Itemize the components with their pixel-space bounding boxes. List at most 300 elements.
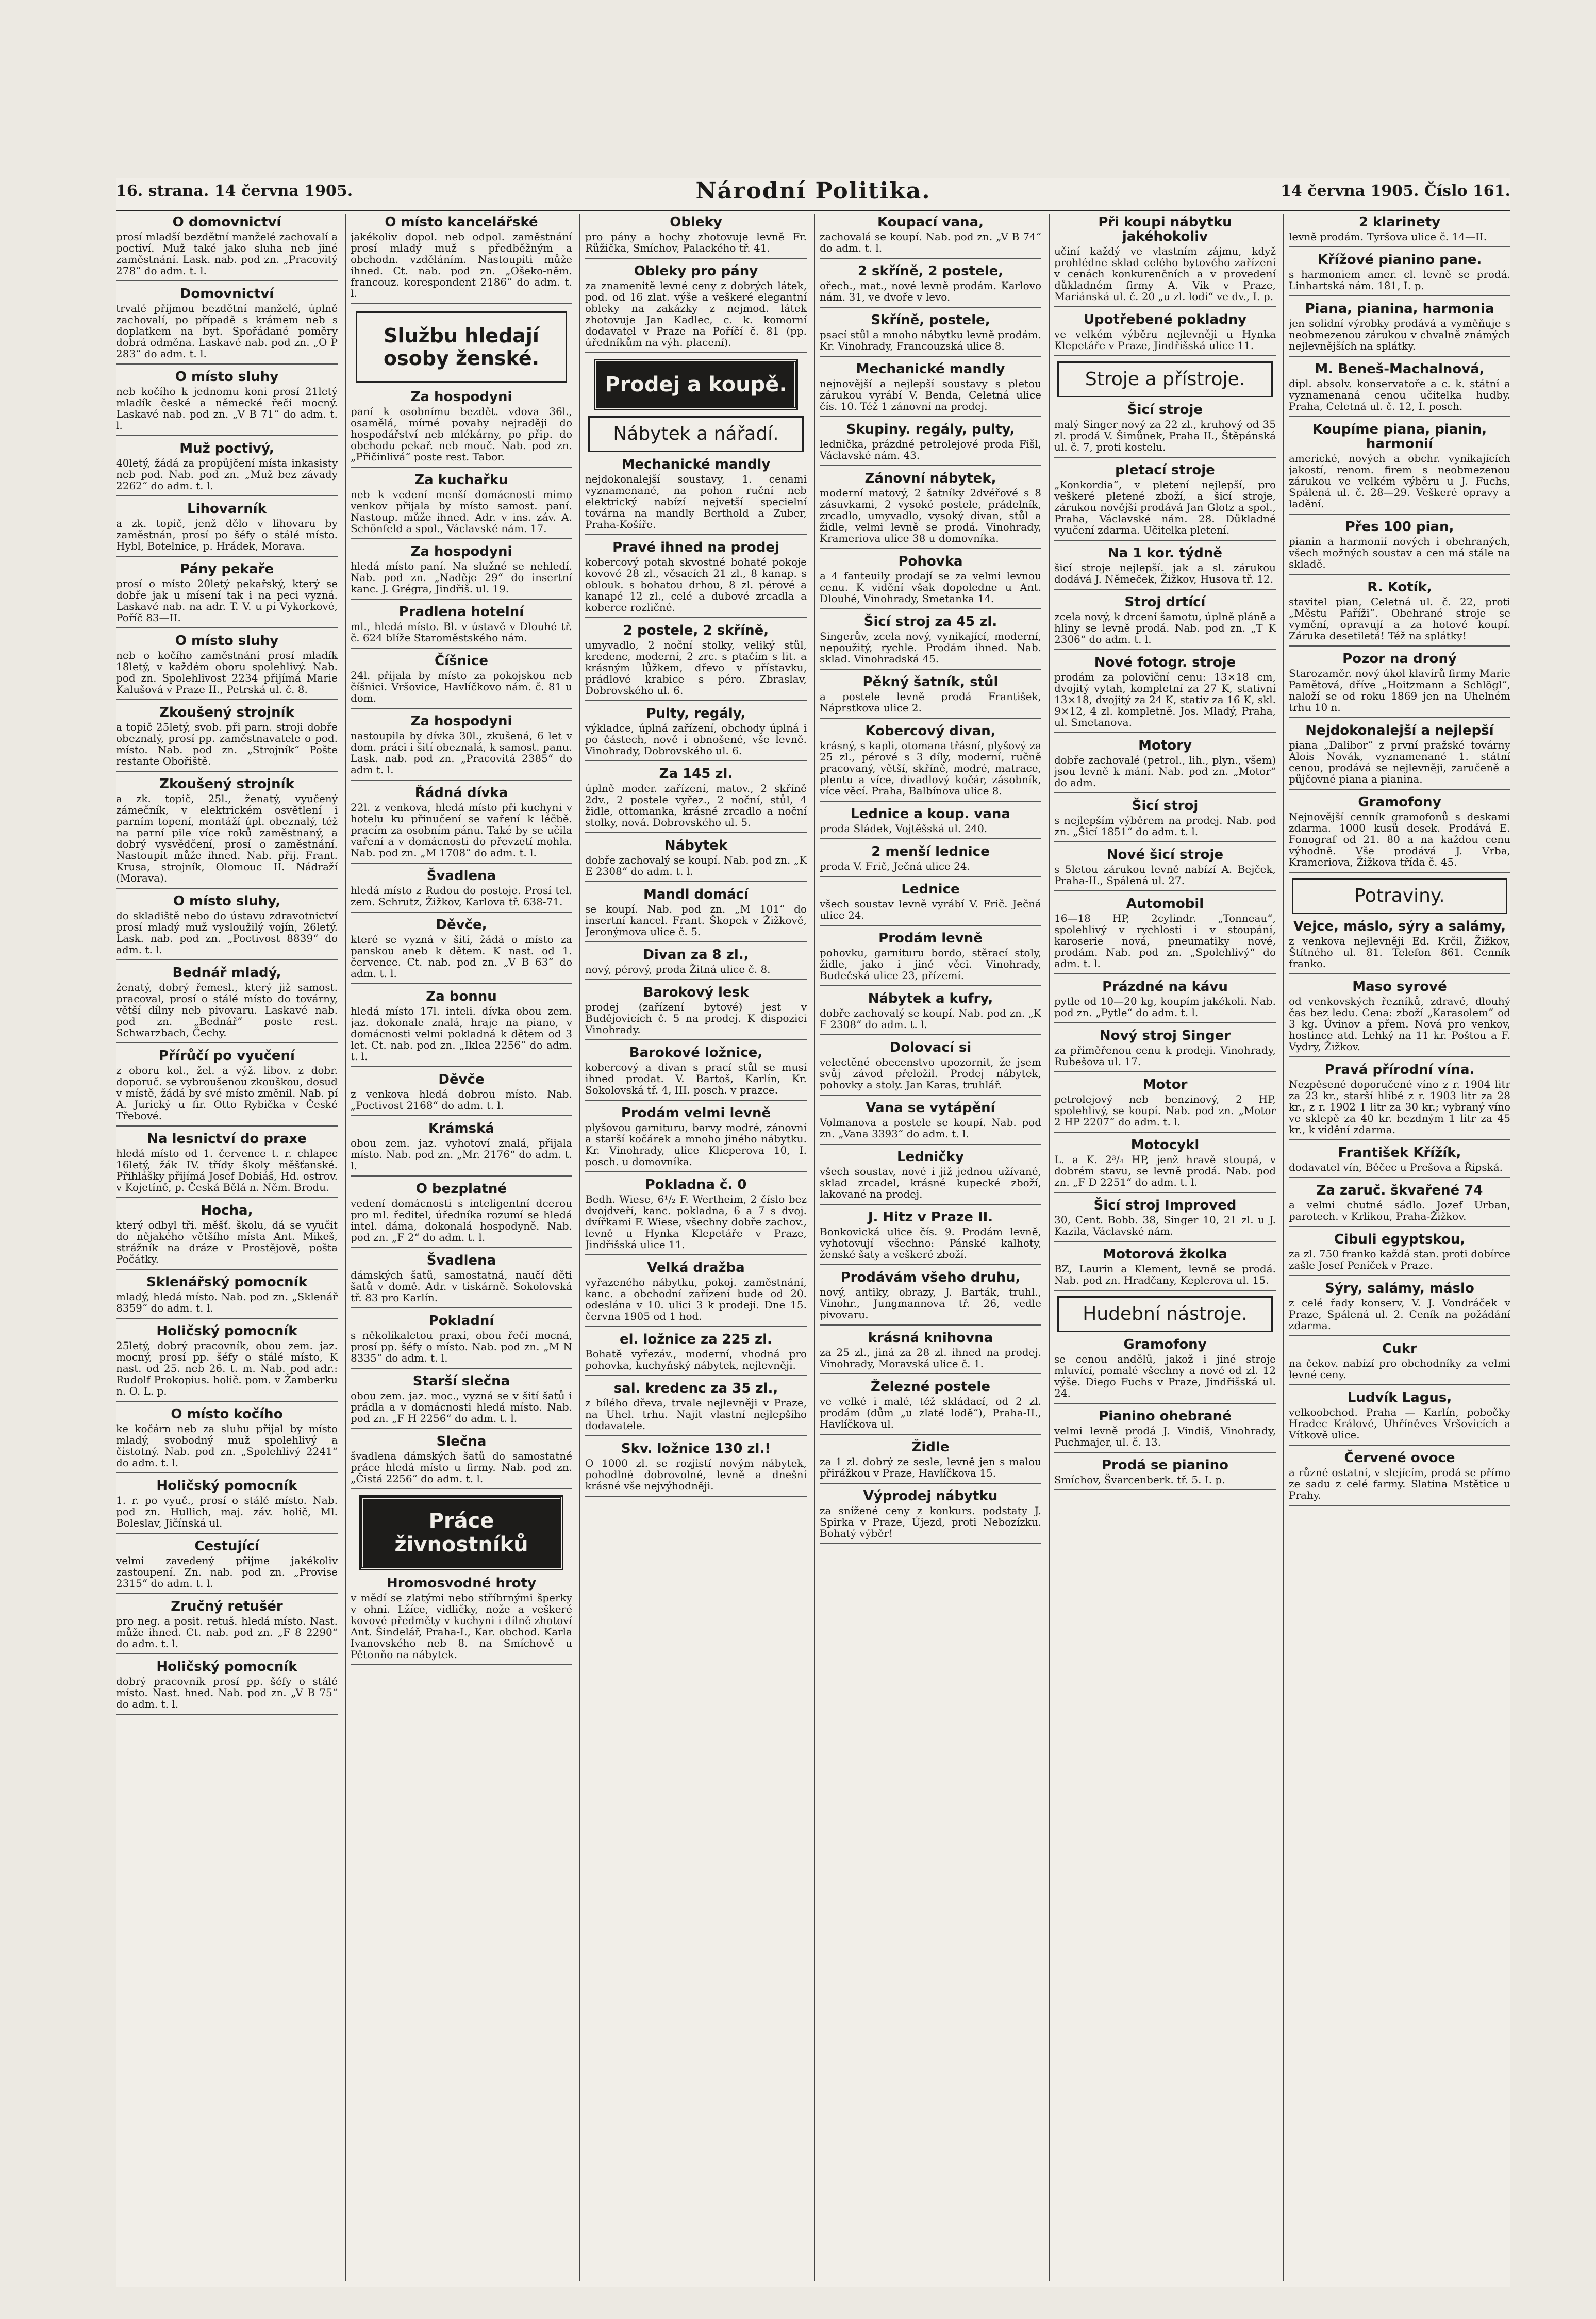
ad-heading: Pradlena hotelní — [398, 604, 524, 620]
classified-ad — [1054, 1458, 1276, 1490]
classified-ad — [351, 786, 572, 864]
header-issue-number: 14 června 1905. Číslo 161. — [1281, 182, 1510, 200]
ad-heading: Děvče — [438, 1072, 485, 1087]
classified-ad — [1054, 1337, 1276, 1404]
ad-heading: Prodám velmi levně — [621, 1105, 771, 1121]
ad-heading: Červené ovoce — [1344, 1450, 1455, 1466]
ad-text: 30, Cent. Bobb. 38, Singer 10, 21 zl. u J. Kazila, Václavské nám. — [1054, 1214, 1276, 1237]
ad-heading: Šicí stroje — [1127, 402, 1203, 418]
classified-ad — [116, 1660, 338, 1715]
ad-text: dodavatel vín, Běčec u Prešova a Řipská. — [1289, 1161, 1503, 1173]
ad-heading: Nové šicí stroje — [1106, 847, 1224, 863]
classified-ad — [116, 215, 338, 281]
ad-text: nový, antiky, obrazy, J. Barták, truhl., Vinohr., Jungmannova tř. 26, vedle pivovaru. — [820, 1286, 1041, 1321]
ad-heading: Pulty, regály, — [646, 706, 746, 721]
ad-heading: Přes 100 pian, — [1345, 519, 1454, 535]
ad-text: zachovalá se koupí. Nab. pod zn. „V B 74“ do adm. t. l. — [820, 230, 1041, 254]
ad-heading: Cestující — [194, 1538, 259, 1554]
ad-text: kobercový potah skvostné bohaté pokoje kovové 28 zl., věsacích 21 zl., 8 kanap. s oblouk. s bohatou drhou, 8 zl. pérové a kanapé 12 zl., celé a dubové zrcadla a koberce rozličné. — [585, 556, 807, 614]
ad-text: neb kočího k jednomu koni prosí 21letý mladík české a německé řeči mocný. Laskavé nab. pod zn. „V B 71“ do adm. t. l. — [116, 385, 338, 432]
ad-heading: Za kuchařku — [414, 472, 508, 488]
ad-heading: Cukr — [1382, 1341, 1417, 1356]
classified-ad — [116, 894, 338, 960]
classified-ad — [820, 1380, 1041, 1435]
classified-ad — [820, 1489, 1041, 1544]
ad-heading: Pozor na droný — [1342, 651, 1457, 667]
classified-ad — [820, 554, 1041, 609]
ad-heading: Pokladna č. 0 — [645, 1177, 747, 1192]
classified-ad — [1289, 980, 1510, 1057]
ad-heading: O domovnictví — [172, 214, 281, 230]
ad-text: Singerův, zcela nový, vynikající, moderní, nepoužitý, rychle. Prodám ihned. Nab. sklad. Vinohradská 45. — [820, 630, 1041, 665]
ad-text: za přiměřenou cenu k prodeji. Vinohrady, Rubešova ul. 17. — [1054, 1044, 1276, 1068]
ad-text: nový, pérový, proda Žitná ulice č. 8. — [585, 963, 771, 975]
ad-text: za zl. 750 franko každá stan. proti dobírce zašle Josef Peníček v Praze. — [1289, 1248, 1510, 1271]
ad-heading: Pravé ihned na prodej — [612, 540, 779, 555]
ad-heading: Mandl domácí — [643, 887, 749, 902]
newspaper-title: Národní Politika. — [695, 178, 931, 204]
classified-ad — [1289, 215, 1510, 247]
ad-text: ml., hledá místo. Bl. v ústavě v Dlouhé tř. č. 624 blíže Staroměstského nám. — [351, 620, 572, 644]
ad-column-5 — [1054, 214, 1276, 2281]
ad-text: velkoobchod. Praha — Karlín, pobočky Hradec Králové, Uhříněves Vršovicích a Vítkově ulice. — [1289, 1406, 1510, 1441]
ad-text: proda V. Frič, Ječná ulice 24. — [820, 860, 970, 872]
classified-ad — [820, 264, 1041, 308]
ad-text: ve velkém výběru nejlevněji u Hynka Klepetáře v Praze, Jindřišská ulice 11. — [1054, 328, 1276, 352]
ad-heading: Nábytek — [664, 838, 728, 853]
section-heading: Hudební nástroje. — [1057, 1296, 1273, 1332]
ad-heading: Koupíme piana, pianin, harmonií — [1312, 422, 1487, 452]
classified-ad — [351, 1576, 572, 1665]
ad-heading: Na lesnictví do praxe — [147, 1131, 307, 1147]
section-heading: Potraviny. — [1292, 878, 1507, 914]
ad-heading: O místo kancelářské — [385, 214, 538, 230]
classified-ad — [1054, 655, 1276, 733]
ad-text: do skladiště nebo do ústavu zdravotnictví prosí mladý muž vysloužilý vojín, 26letý. Lask. nab. pod zn. „Poctivost 8839“ do adm. t. l. — [116, 909, 338, 956]
classified-ad — [820, 215, 1041, 259]
classified-ad — [116, 1324, 338, 1402]
classified-ad — [585, 838, 807, 882]
ad-text: obou zem. jaz. vyhotoví znalá, přijala místo. Nab. pod zn. „Mr. 2176“ do adm. t. l. — [351, 1137, 572, 1172]
classified-ad — [1054, 546, 1276, 590]
ad-text: kobercový a divan s prací stůl se musí ihned prodat. V. Bartoš, Karlín, Kr. Sokolovská tř. 4, III. posch. v prazce. — [585, 1061, 807, 1096]
ad-column-4 — [820, 214, 1041, 2281]
ad-text: všech soustav levně vyrábí V. Frič. Ječná ulice 24. — [820, 898, 1041, 921]
ad-heading: O místo sluhy — [175, 633, 279, 649]
classified-ad — [585, 1261, 807, 1327]
ad-heading: Obleky — [670, 214, 722, 230]
classified-ad — [116, 441, 338, 496]
ad-text: dobře zachovalé (petrol., lih., plyn., všem) jsou levně k mání. Nab. pod zn. „Motor“ do adm. — [1054, 754, 1276, 789]
classified-ad — [1289, 302, 1510, 357]
ad-heading: Upotřebené pokladny — [1083, 312, 1247, 327]
classified-ad — [820, 724, 1041, 802]
ad-text: proda Sládek, Vojtěšská ul. 240. — [820, 822, 988, 835]
classified-ad — [1289, 652, 1510, 718]
ad-text: za 25 zl., jiná za 28 zl. ihned na prodej. Vinohrady, Moravská ulice č. 1. — [820, 1346, 1041, 1370]
classified-ad — [1289, 1146, 1510, 1178]
classified-ad — [1054, 312, 1276, 356]
ad-heading: Gramofony — [1358, 794, 1441, 810]
classified-ad — [116, 1049, 338, 1127]
ad-heading: Zkoušený strojník — [159, 705, 294, 720]
ad-text: které se vyzná v šití, žádá o místo za panskou aneb k dětem. K nast. od 1. července. Ct. nab. pod zn. „V B 63“ do adm. t. l. — [351, 933, 572, 980]
ad-heading: Přírůčí po vyučení — [159, 1048, 295, 1064]
ad-heading: Muž poctivý, — [179, 441, 274, 456]
ad-heading: Nový stroj Singer — [1099, 1028, 1231, 1043]
ad-heading: Židle — [911, 1439, 950, 1455]
ad-heading: Lednice — [901, 882, 960, 897]
ad-text: z celé řady konserv, V. J. Vondráček v Praze, Spálená ul. 2. Ceník na požádání zdarma. — [1289, 1297, 1510, 1332]
ad-column-6 — [1289, 214, 1510, 2281]
ad-heading: Holičský pomocník — [156, 1659, 297, 1675]
ad-heading: Slečna — [436, 1434, 487, 1449]
ad-text: Starozaměr. nový úkol klavírů firmy Marie Pamětová, dříve „Hoitzmann a Schlögl“, naloží se od roku 1869 jen na Uhelném trhu 10 n. — [1289, 667, 1510, 714]
ad-text: ve velké i malé, též skládací, od 2 zl. prodám (dům „u zlaté lodě“), Praha-II., Havlíčkova ul. — [820, 1395, 1041, 1430]
ad-text: petrolejový neb benzinový, 2 HP, spolehlivý, se koupí. Nab. pod zn. „Motor 2 HP 2207“ do adm. t. l. — [1054, 1093, 1276, 1128]
ad-text: L. a K. 2³/₄ HP, jenž hravě stoupá, v dobrém stavu, se levně prodá. Nab. pod zn. „F D 2251“ do adm. t. l. — [1054, 1153, 1276, 1188]
ad-text: zcela nový, k drcení šamotu, úplně pláně a hliny se levně prodá. Nab. pod zn. „T K 2306“ do adm. t. l. — [1054, 610, 1276, 645]
ad-heading: Divan za 8 zl., — [643, 947, 749, 963]
classified-ad — [1054, 1247, 1276, 1291]
ad-heading: Na 1 kor. týdně — [1107, 545, 1223, 561]
classified-ad — [820, 313, 1041, 357]
ad-heading: 2 klarinety — [1358, 214, 1441, 230]
classified-ad — [585, 1332, 807, 1376]
ad-heading: Motorová žkolka — [1103, 1247, 1227, 1262]
ad-heading: Šicí stroj za 45 zl. — [863, 614, 998, 630]
ad-heading: Za 145 zl. — [659, 766, 733, 782]
ad-text: a zk. topič, 25l., ženatý, vyučený zámečník, v elektrickém osvětlení i parním topení, montáží úpl. obeznalý, též na parní pile více roků zaměstnaný, a dobrý vysvědčení, prosí o zaměstnání. Nastoupit může ihned. Nab. přij. Frant. Krusa, strojník, Olomouc II. Nádraží (Morava). — [116, 792, 338, 884]
classified-ad — [1289, 580, 1510, 647]
classified-ad — [116, 1479, 338, 1534]
ad-text: velmi levně prodá J. Vindiš, Vinohrady, Puchmajer, ul. č. 13. — [1054, 1424, 1276, 1448]
classified-ad — [585, 706, 807, 761]
ad-text: 1. r. po vyuč., prosí o stálé místo. Nab. pod zn. Hullich, maj. záv. holič, Ml. Boleslav, Jičínská ul. — [116, 1494, 338, 1529]
ad-text: moderní matový, 2 šatníky 2dvéřové s 8 zásuvkami, 2 vysoké postele, prádelník, zrcadlo, umyvadlo, vysoký divan, stůl a židle, velmi levně se prodá. Vinohrady, Krameriova ulice 38 u domovníka. — [820, 487, 1041, 544]
ad-text: v mědí se zlatými nebo stříbrnými šperky v ohni. Lžíce, vidličky, nože a veškeré kovové předměty v kuchyni i dílně zhotoví Ant. Šindelář, Praha-I., Kar. obchod. Karla Ivanovského neb 8. na Smíchově u Pětonňo na nábytek. — [351, 1592, 572, 1661]
section-heading: Nábytek a nářadí. — [588, 416, 804, 452]
classified-ad — [351, 215, 572, 304]
classified-ad — [351, 869, 572, 913]
ad-text: psací stůl a mnoho nábytku levně prodám. Kr. Vinohrady, Francouzská ulice 8. — [820, 328, 1041, 352]
ad-heading: Číšnice — [435, 653, 488, 669]
classified-ad — [585, 887, 807, 942]
ad-heading: Motory — [1138, 738, 1192, 753]
ad-text: a zk. topič, jenž dělo v lihovaru by zaměstnán, prosí po šéfy o stálé místo. Hybl, Botelnice, p. Hrádek, Morava. — [116, 517, 338, 552]
ad-text: mladý, hledá místo. Nab. pod zn. „Sklenář 8359“ do adm. t. l. — [116, 1290, 338, 1314]
ad-heading: Výprodej nábytku — [863, 1488, 998, 1504]
ad-heading: Stroj drtící — [1124, 594, 1206, 610]
classified-ad — [820, 1440, 1041, 1484]
ad-text: se koupí. Nab. pod zn. „M 101“ do insertní kancel. Frant. Škopek v Žižkově, Jeronýmova ulice č. 5. — [585, 903, 807, 938]
classified-ad — [351, 1434, 572, 1489]
ad-heading: Šicí stroj Improved — [1093, 1198, 1237, 1213]
ad-heading: Hromosvodné hroty — [386, 1576, 537, 1591]
ad-heading: Nové fotogr. stroje — [1094, 655, 1236, 670]
classified-ad — [1289, 1341, 1510, 1385]
ad-heading: Bednář mladý, — [172, 965, 281, 981]
ad-text: z venkova nejlevněji Ed. Krčil, Žižkov, Štítného ul. 81. Telefon 861. Cenník franko. — [1289, 935, 1510, 970]
column-separator — [1049, 214, 1050, 2281]
ad-text: 25letý, dobrý pracovník, obou zem. jaz. mocný, prosí pp. šéfy o stálé místo, K nast. od 25. neb 26. t. m. Nab. pod adr.: Rudolf Prokopius. holič. pom. v Žamberku n. O. L. p. — [116, 1339, 338, 1397]
ad-heading: Za hospodyni — [410, 389, 512, 405]
ad-text: malý Singer nový za 22 zl., kruhový od 35 zl. prodá V. Šimůnek, Praha II., Štěpánská ul. č. 7, proti kostelu. — [1054, 418, 1276, 453]
classified-ad — [351, 605, 572, 649]
ad-text: dipl. absolv. konservatoře a c. k. státní a vyznamenaná cenou učitelka hudby. Praha, Celetná ul. č. 12, I. posch. — [1289, 377, 1510, 412]
ad-heading: Hocha, — [201, 1203, 253, 1218]
ad-text: krásný, s kapli, otomana třásní, plyšový za 25 zl., pérové s 3 díly, moderní, ručně pracovaný, větší, skříně, modré, matrace, plentu a více, divadlový kočár, zásobník, více věcí. Praha, Balbínova ulice 8. — [820, 739, 1041, 797]
ad-text: prodej (zařízení bytové) jest v Budějovicích č. 5 na prodej. K dispozici Vinohrady. — [585, 1001, 807, 1036]
ad-text: Bonkovická ulice čís. 9. Prodám levně, vyhotovují všechno: Pánské kalhoty, ženské šaty a veškeré zboží. — [820, 1225, 1041, 1261]
ad-heading: Skříně, postele, — [871, 312, 990, 328]
classified-ad — [116, 1407, 338, 1473]
banner-sale-and-purchase: Prodej a koupě. — [595, 360, 796, 409]
column-separator — [579, 214, 580, 2281]
ad-text: pro pány a hochy zhotovuje levně Fr. Růžička, Smíchov, Palackého tř. 41. — [585, 230, 807, 254]
ad-text: 40letý, žádá za propůjčení místa inkasisty neb pod. Nab. pod zn. „Muž bez závady 2262“ do adm. t. l. — [116, 457, 338, 492]
ad-text: nastoupila by dívka 30l., zkušená, 6 let v dom. práci i šití obeznalá, k samost. panu. Lask. nab. pod zn. „Pracovitá 2385“ do adm t. l. — [351, 730, 572, 776]
ad-heading: Holičský pomocník — [156, 1478, 297, 1494]
classified-ad — [1289, 1232, 1510, 1276]
classified-ad — [116, 1203, 338, 1270]
ad-heading: Krámská — [428, 1121, 494, 1136]
ad-text: BZ, Laurin a Klement, levně se prodá. Nab. pod zn. Hradčany, Keplerova ul. 15. — [1054, 1263, 1276, 1286]
ad-text: pianin a harmonií nových i obehraných, všech možných soustav a cen má stále na skladě. — [1289, 535, 1510, 570]
classified-ad — [820, 882, 1041, 926]
ad-heading: Zánovní nábytek, — [864, 471, 996, 486]
ad-text: a různé ostatní, v slejícím, prodá se přímo ze sadu z celé farmy. Slatina Mstětice u Prahy. — [1289, 1466, 1510, 1501]
ad-text: pro neg. a posit. retuš. hledá místo. Nast. může ihned. Ct. nab. pod zn. „F 8 2290“ do adm. t. l. — [116, 1615, 338, 1650]
ad-text: obou zem. jaz. moc., vyzná se v šití šatů i prádla a v domácnosti hledá místo. Nab. pod zn. „F H 2256“ do adm. t. l. — [351, 1389, 572, 1424]
ad-heading: Sklenářský pomocník — [146, 1274, 307, 1290]
ad-heading: Gramofony — [1123, 1337, 1207, 1352]
classified-ad — [820, 362, 1041, 417]
ad-heading: Při koupi nábytku jakéhokoliv — [1098, 214, 1232, 244]
classified-ad — [585, 540, 807, 618]
ad-heading: Švadlena — [426, 868, 496, 884]
ad-text: levně prodám. Tyršova ulice č. 14—II. — [1289, 230, 1487, 243]
ad-text: nejdokonalejší soustavy, 1. cenami vyznamenané, na pohon ruční neb elektrický nabízí nejvetší specielní továrna na mandly Berthold a Zuber, Praha-Košíře. — [585, 473, 807, 531]
classified-ad — [116, 1275, 338, 1319]
ad-heading: J. Hitz v Praze II. — [868, 1210, 993, 1225]
classified-ad — [820, 1101, 1041, 1145]
ad-text: výkladce, úplná zařízení, obchody úplná i po částech, nově i obnošené, vše levně. Vinohrady, Dobrovského ul. 6. — [585, 722, 807, 757]
ad-text: pytle od 10—20 kg, koupím jakékoli. Nab. pod zn. „Pytle“ do adm. t. l. — [1054, 995, 1276, 1019]
ad-heading: Zručný retušér — [171, 1599, 283, 1614]
ad-text: na čekov. nabízí pro obchodníky za velmi levné ceny. — [1289, 1357, 1510, 1381]
ad-heading: Vana se vytápění — [866, 1100, 995, 1116]
ad-text: plyšovou garnituru, barvy modré, zánovní a starší kočárek a mnoho jiného nábytku. Kr. Vinohrady, ulice Klicperova 10, I. posch. u domovníka. — [585, 1121, 807, 1168]
classified-ad — [351, 544, 572, 600]
ad-text: americké, nových a obchr. vynikajících jakostí, renom. firem s neobmezenou zárukou ve velkém výběru u J. Fuchs, Spálená ul. č. 28—29. Veškeré opravy a ladění. — [1289, 452, 1510, 510]
ad-heading: Barokové ložnice, — [629, 1045, 763, 1061]
ad-text: prosí o místo 20letý pekařský, který se dobře jak u mísení tak i na peci vyzná. Laskavé nab. na adr. T. V. u pí Vykorkové, Poříč 83—II. — [116, 577, 338, 624]
ad-text: s harmoniem amer. cl. levně se prodá. Linhartská nám. 181, I. p. — [1289, 268, 1510, 292]
classified-ad — [1289, 919, 1510, 974]
classified-ad — [1289, 253, 1510, 296]
ad-text: jakékoliv dopol. neb odpol. zaměstnání prosí mladý muž s předběžným a obchodn. vzděláním. Nastoupiti může ihned. Ct. nab. pod zn. „Ošeko-něm. francouz. korespondent 2186“ do adm. t. l. — [351, 230, 572, 300]
ad-text: umyvadlo, 2 noční stolky, veliký stůl, kredenc, moderní, 2 zrc. s ptačím s lit. a krásným lůžkem, dřevo v přístavku, prádlové krabice s péro. Zbraslav, Dobrovského ul. 6. — [585, 639, 807, 697]
ad-heading: Ledničky — [897, 1149, 964, 1165]
ad-text: se cenou andělů, jakož i jiné stroje mluvící, pomalé všechny a nové od zl. 12 výše. Diego Fuchs v Praze, Jindřišská ul. 24. — [1054, 1353, 1276, 1399]
ad-heading: Pokladní — [428, 1313, 494, 1329]
ad-heading: Švadlena — [426, 1253, 496, 1268]
classified-ad — [1289, 1183, 1510, 1227]
ad-text: šicí stroje nejlepší. jak a sl. zárukou dodává J. Němeček, Žižkov, Husova tř. 12. — [1054, 561, 1276, 585]
ad-text: za 1 zl. dobrý ze sesle, levně jen s malou přirážkou v Praze, Havlíčkova 15. — [820, 1455, 1041, 1479]
classified-ad — [820, 1040, 1041, 1096]
ad-heading: Obleky pro pány — [634, 263, 758, 279]
classified-ad — [820, 931, 1041, 986]
ad-heading: Cibuli egyptskou, — [1334, 1232, 1466, 1247]
ad-heading: Za hospodyni — [410, 544, 512, 559]
ad-text: od venkovských řezníků, zdravé, dlouhý čas bez ledu. Cena: zboží „Karasolem“ od 3 kg. Úvinov a přem. Nová pro venkov, hostince atd. Lehký na 11 kr. Poštou a F. Vydry, Žižkov. — [1289, 995, 1510, 1053]
classified-ad — [585, 767, 807, 833]
classified-ad — [116, 777, 338, 889]
classified-ad — [585, 264, 807, 353]
ad-heading: Prodám levně — [878, 931, 983, 946]
ad-heading: Barokový lesk — [643, 985, 749, 1000]
classified-ad — [351, 714, 572, 781]
ad-heading: Motor — [1142, 1077, 1188, 1092]
ad-text: O 1000 zl. se rozjistí novým nábytek, pohodlné dobrovolné, levně a dnešní krásné vše nejvýhodněji. — [585, 1457, 807, 1492]
classified-ad — [116, 1132, 338, 1198]
ad-text: Smíchov, Švarcenberk. tř. 5. I. p. — [1054, 1473, 1225, 1486]
ad-heading: Sýry, salámy, máslo — [1325, 1281, 1474, 1296]
classified-ad — [820, 422, 1041, 466]
classified-ad — [585, 985, 807, 1040]
ad-text: lednička, prázdné petrolejové proda Fišl, Václavské nám. 43. — [820, 438, 1041, 461]
ad-text: 16—18 HP, 2cylindr. „Tonneau“, spolehlivý v rychlosti i v stoupání, karoserie nová, pneumatiky nové, prodám. Nab. pod zn. „Spolehlivý“ do adm. t. l. — [1054, 912, 1276, 970]
ad-text: vyřazeného nábytku, pokoj. zaměstnání, kanc. a obchodní zařízení bude od 20. odeslána v 10. ulici 3 k prodeji. Dne 15. června 1905 od 1 hod. — [585, 1276, 807, 1322]
classified-ad — [1054, 738, 1276, 793]
ad-text: Nezpěsené doporučené víno z r. 1904 litr za 23 kr., starší hlíbé z r. 1903 litr za 28 kr., z r. 1902 1 litr za 30 kr.; vybraný víno ve sklepě za 40 kr. bezdným 1 litr za 45 kr., k vidění zdarma. — [1289, 1078, 1510, 1136]
ad-heading: el. ložnice za 225 zl. — [620, 1332, 772, 1347]
classified-ad — [1054, 463, 1276, 541]
ad-text: jen solidní výrobky prodává a vyměňuje s neobmezenou zárukou v chvalně známých nejlevnějších na splátky. — [1289, 317, 1510, 352]
ad-heading: 2 skříně, 2 postele, — [857, 263, 1004, 279]
ad-text: s nejlepším výběrem na prodej. Nab. pod zn. „Šicí 1851“ do adm. t. l. — [1054, 814, 1276, 838]
section-heading: Stroje a přístroje. — [1057, 361, 1273, 397]
classified-ad — [585, 457, 807, 535]
classified-ad — [116, 1539, 338, 1594]
ad-text: úplně moder. zařízení, matov., 2 skříně 2dv., 2 postele vyřez., 2 noční, stůl, 4 židle, ottomanka, krásné zrcadlo a noční stolky, nová. Dobrovského ul. 5. — [585, 782, 807, 829]
classified-ad — [351, 1314, 572, 1369]
classified-ad — [820, 471, 1041, 549]
classified-ad — [116, 562, 338, 628]
ad-text: velmi zavedený přijme jakékoliv zastoupení. Zn. nab. pod zn. „Provise 2315“ do adm. t. l. — [116, 1554, 338, 1589]
ad-heading: Pianino ohebrané — [1099, 1409, 1232, 1424]
ad-text: z oboru kol., žel. a výž. libov. z dobr. doporuč. se vybroušenou zkouškou, dosud v místě, žádá by své místo změnil. Nab. pí A. Jurický u fir. Otto Rybička v České Třebové. — [116, 1064, 338, 1122]
ad-text: za znamenitě levné ceny z dobrých látek, pod. od 16 zlat. výše a veškeré elegantní obleky na zakázky z nejmod. látek zhotovuje Jan Kadlec, c. k. komorní dodavatel v Praze na Poříčí č. 81 (pp. úředníkům na výh. placení). — [585, 279, 807, 349]
classified-ad — [116, 634, 338, 700]
ad-heading: Řádná dívka — [414, 785, 508, 801]
column-separator — [345, 214, 346, 2281]
classified-ad — [116, 705, 338, 772]
classified-ad — [820, 807, 1041, 839]
classified-ad — [585, 1178, 807, 1255]
ad-heading: M. Beneš-Machalnová, — [1315, 361, 1485, 377]
classified-ad — [351, 1253, 572, 1308]
ad-text: s 5letou zárukou levně nabízí A. Bejček, Praha-II., Spálená ul. 27. — [1054, 863, 1276, 887]
ad-heading: krásná knihovna — [868, 1330, 993, 1346]
ad-heading: Pohovka — [898, 554, 963, 569]
ad-heading: R. Kotík, — [1367, 579, 1432, 595]
ad-heading: Děvče, — [436, 917, 487, 933]
classified-ad — [1054, 1078, 1276, 1133]
ad-text: švadlena dámských šatů do samostatné práce hledá místo u firmy. Nab. pod zn. „Čistá 2256“ do adm. t. l. — [351, 1450, 572, 1485]
ad-heading: Prodá se pianino — [1102, 1457, 1228, 1473]
classified-ad — [1289, 362, 1510, 417]
ad-heading: O bezplatné — [415, 1181, 507, 1197]
ad-heading: Starší slečna — [412, 1373, 510, 1389]
ad-heading: 2 postele, 2 skříně, — [623, 623, 769, 638]
ad-heading: Za hospodyni — [410, 714, 512, 729]
classified-ad — [1289, 1063, 1510, 1140]
ad-heading: O místo sluhy, — [173, 893, 281, 909]
classified-ad — [351, 989, 572, 1067]
classified-ad — [585, 1442, 807, 1497]
ad-text: prodám za poloviční cenu: 13×18 cm, dvojitý vytah, kompletní za 27 K, stativní 13×18, dvojitý za 24 K, stativ za 16 K, skl. 9×12, 4 zl. kompletně. Jos. Mladý, Praha, ul. Smetanova. — [1054, 671, 1276, 728]
ad-text: a postele levně prodá František, Náprstkova ulice 2. — [820, 690, 1041, 714]
ad-heading: Vejce, máslo, sýry a salámy, — [1293, 919, 1506, 934]
ad-heading: Mechanické mandly — [621, 457, 771, 472]
ad-heading: Prodávám všeho druhu, — [840, 1270, 1021, 1285]
classified-ad — [820, 1270, 1041, 1326]
classified-ad — [351, 654, 572, 709]
ad-heading: Velká dražba — [647, 1260, 745, 1276]
classified-ad — [585, 1106, 807, 1172]
classified-ad — [820, 844, 1041, 877]
ad-heading: Za zaruč. škvařené 74 — [1316, 1183, 1483, 1198]
ad-heading: Pěkný šatník, stůl — [862, 674, 999, 690]
ad-text: Volmanova a postele se koupí. Nab. pod zn. „Vana 3393“ do adm. t. l. — [820, 1116, 1041, 1140]
newspaper-page — [116, 178, 1510, 2287]
classified-ad — [116, 966, 338, 1043]
ad-text: a topič 25letý, svob. při parn. stroji dobře obeznalý, prosí pp. zaměstnavatele o pod. místo. Nab. pod zn. „Strojník“ Pošte restante Obořiště. — [116, 721, 338, 767]
classified-ad — [820, 615, 1041, 670]
classified-ad — [585, 948, 807, 980]
classified-ad — [116, 502, 338, 557]
ad-text: dobrý pracovník prosí pp. šéfy o stálé místo. Nast. hned. Nab. pod zn. „V B 75“ do adm. t. l. — [116, 1675, 338, 1710]
ad-text: všech soustav, nové i již jednou užívané, sklad zrcadel, krásné kupecké zboží, lakované na prodej. — [820, 1165, 1041, 1200]
classified-ad — [820, 1331, 1041, 1374]
classified-ad — [351, 1072, 572, 1116]
classified-ad — [1054, 595, 1276, 650]
ad-heading: Pány pekaře — [180, 561, 274, 577]
header-page-date: 16. strana. 14 června 1905. — [116, 182, 353, 200]
ad-heading: Křížové pianino pane. — [1317, 252, 1482, 268]
classified-ad — [1289, 422, 1510, 515]
classified-ad — [351, 1374, 572, 1429]
ad-heading: Lednice a koup. vana — [851, 806, 1010, 822]
ad-text: ženatý, dobrý řemesl., který již samost. pracoval, prosí o stálé místo do továrny, větší dílny neb pivovaru. Laskavé nab. pod zn. „Bednář“ poste rest. Schwarzbach, Čechy. — [116, 981, 338, 1039]
ad-heading: Šicí stroj — [1132, 798, 1199, 814]
ad-heading: Skupiny. regály, pulty, — [846, 422, 1015, 437]
ad-heading: Holičský pomocník — [156, 1323, 297, 1339]
ad-heading: Skv. ložnice 130 zl.! — [621, 1441, 771, 1456]
ad-heading: Zkoušený strojník — [159, 776, 294, 792]
ad-heading: Ludvík Lagus, — [1347, 1390, 1452, 1405]
ad-text: vedení domácnosti s inteligentní dcerou pro ml. ředitel, úředníka rozumí se hledá intel. dáma, dokonalá hospodyně. Nab. pod zn. „F 2“ do adm. t. l. — [351, 1197, 572, 1244]
classified-ad — [1054, 1409, 1276, 1453]
ad-text: hledá místo od 1. července t. r. chlapec 16letý, žák IV. třídy školy měšťanské. Přihlášky přijímá Josef Dobiáš, Hd. ostrov. v Kojetíně, p. Česká Bělá n. Něm. Brodu. — [116, 1147, 338, 1194]
page-header — [116, 178, 1510, 209]
classified-ad — [1054, 1198, 1276, 1242]
classified-ad — [585, 623, 807, 701]
classified-ad — [116, 287, 338, 365]
